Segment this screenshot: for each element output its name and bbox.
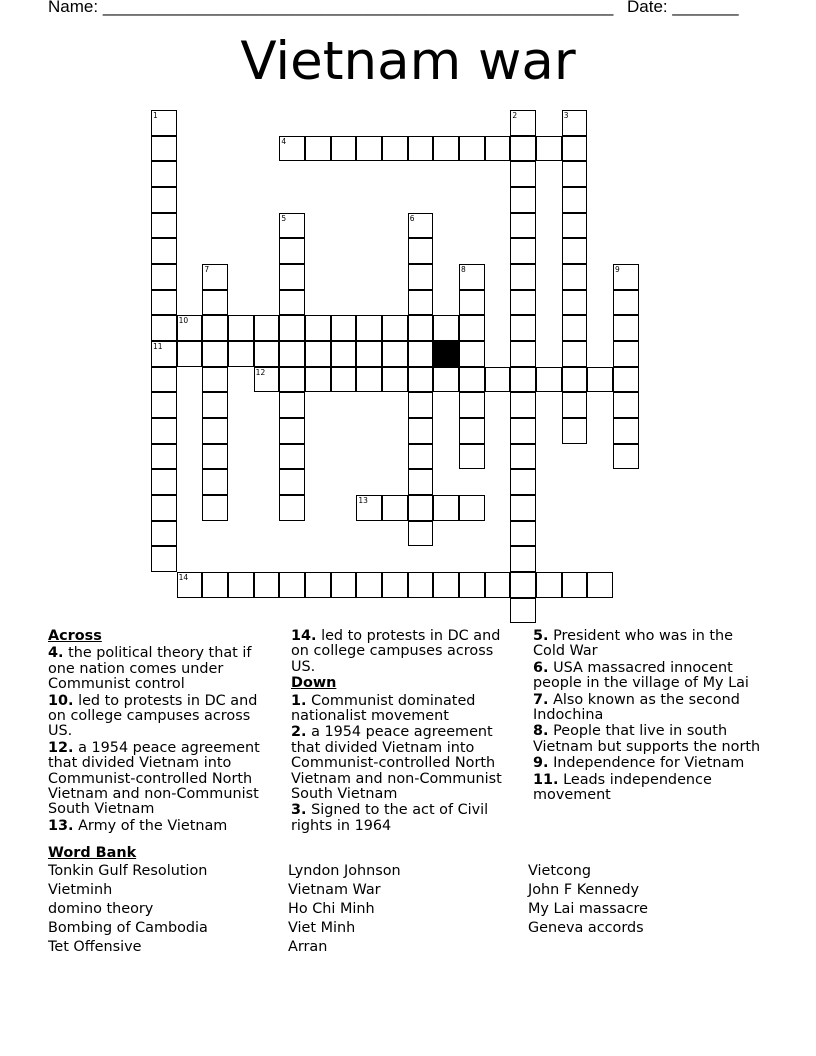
clue-text: USA massacred innocent people in the village of My Lai <box>533 659 749 692</box>
grid-cell[interactable] <box>151 546 177 572</box>
grid-cell[interactable] <box>510 418 536 444</box>
grid-cell[interactable] <box>613 418 639 444</box>
grid-cell[interactable] <box>408 367 434 393</box>
grid-cell[interactable] <box>305 315 331 341</box>
grid-cell[interactable] <box>151 418 177 444</box>
grid-cell[interactable] <box>202 367 228 393</box>
clue-number: 13. <box>48 817 74 834</box>
grid-cell[interactable] <box>433 572 459 598</box>
word-bank-item: Tonkin Gulf Resolution <box>48 863 208 879</box>
grid-cell[interactable] <box>228 572 254 598</box>
grid-cell[interactable] <box>151 392 177 418</box>
clue-text: the political theory that if one nation comes under Communist control <box>48 645 252 693</box>
grid-cell[interactable] <box>382 367 408 393</box>
grid-cell[interactable] <box>151 315 177 341</box>
grid-cell[interactable] <box>305 136 331 162</box>
across-heading: Across <box>48 628 102 644</box>
grid-cell[interactable] <box>433 495 459 521</box>
grid-cell[interactable] <box>613 315 639 341</box>
cell-number: 7 <box>204 265 210 275</box>
cell-number: 14 <box>178 573 189 583</box>
grid-cell[interactable] <box>202 290 228 316</box>
grid-cell[interactable] <box>587 367 613 393</box>
clue-number: 7. <box>533 691 549 708</box>
grid-cell[interactable] <box>510 572 536 598</box>
grid-cell[interactable] <box>613 341 639 367</box>
grid-cell[interactable] <box>536 572 562 598</box>
grid-cell[interactable] <box>202 418 228 444</box>
grid-cell[interactable] <box>279 444 305 470</box>
grid-cell[interactable] <box>202 444 228 470</box>
grid-cell[interactable] <box>510 367 536 393</box>
grid-cell[interactable] <box>151 495 177 521</box>
cell-number: 1 <box>153 111 158 120</box>
down-heading: Down <box>291 675 337 692</box>
grid-cell[interactable] <box>408 290 434 316</box>
clue <box>533 661 768 692</box>
clues-column-1 <box>48 629 276 835</box>
clue-number: 12. <box>48 739 74 756</box>
grid-cell[interactable] <box>305 367 331 393</box>
clue-number: 5. <box>533 628 549 644</box>
grid-cell[interactable] <box>510 136 536 162</box>
grid-cell[interactable] <box>459 367 485 393</box>
grid-cell[interactable] <box>613 444 639 470</box>
grid-cell[interactable] <box>356 367 382 393</box>
clue <box>533 773 768 804</box>
grid-cell[interactable] <box>408 572 434 598</box>
grid-cell[interactable] <box>382 495 408 521</box>
across-clue-list <box>48 646 276 834</box>
clue-number: 11. <box>533 771 559 788</box>
grid-cell[interactable] <box>510 290 536 316</box>
clue-text: led to protests in DC and on college campuses across US. <box>291 628 501 675</box>
clue-text: Communist dominated nationalist movement <box>291 692 476 725</box>
clue-number: 6. <box>533 659 549 676</box>
down-clue-list-continued <box>533 629 768 803</box>
grid-cell[interactable] <box>408 521 434 547</box>
clue-text: led to protests in DC and on college campuses across US. <box>48 692 258 740</box>
grid-cell[interactable] <box>151 264 177 290</box>
grid-cell[interactable] <box>331 315 357 341</box>
grid-cell[interactable] <box>151 521 177 547</box>
grid-cell[interactable] <box>536 367 562 393</box>
grid-cell[interactable] <box>279 469 305 495</box>
grid-cell[interactable] <box>485 367 511 393</box>
grid-cell[interactable] <box>151 136 177 162</box>
grid-cell[interactable] <box>562 187 588 213</box>
word-bank-item: Vietcong <box>528 863 591 879</box>
cell-number: 3 <box>563 111 569 120</box>
word-bank-item: Vietnam War <box>288 882 381 898</box>
grid-cell[interactable] <box>408 469 434 495</box>
word-bank-item: Tet Offensive <box>48 939 142 955</box>
grid-cell[interactable] <box>331 136 357 162</box>
name-field <box>48 0 613 17</box>
grid-cell[interactable] <box>562 392 588 418</box>
grid-cell[interactable] <box>562 341 588 367</box>
cell-number: 5 <box>281 213 287 223</box>
word-bank-item: My Lai massacre <box>528 901 648 917</box>
clue <box>291 725 521 802</box>
grid-cell[interactable] <box>562 264 588 290</box>
grid-cell[interactable] <box>279 264 305 290</box>
grid-cell[interactable] <box>510 495 536 521</box>
grid-cell[interactable] <box>408 315 434 341</box>
clue-text: Army of the Vietnam <box>78 817 228 834</box>
grid-cell[interactable] <box>202 572 228 598</box>
grid-cell[interactable] <box>408 341 434 367</box>
clue <box>291 803 521 834</box>
clues-column-2 <box>291 629 521 835</box>
clue-text: Signed to the act of Civil rights in 1964 <box>291 802 489 834</box>
grid-cell[interactable] <box>562 161 588 187</box>
grid-cell[interactable] <box>228 315 254 341</box>
clue <box>533 629 768 660</box>
grid-cell[interactable] <box>151 290 177 316</box>
grid-cell[interactable] <box>459 341 485 367</box>
grid-cell[interactable] <box>459 418 485 444</box>
grid-cell[interactable] <box>613 392 639 418</box>
grid-cell[interactable] <box>279 572 305 598</box>
word-bank-title: Word Bank <box>48 845 137 861</box>
grid-cell[interactable] <box>382 136 408 162</box>
clue <box>533 724 768 755</box>
grid-cell[interactable] <box>459 136 485 162</box>
clue-number: 2. <box>291 724 307 741</box>
word-bank-item: Ho Chi Minh <box>288 901 375 917</box>
grid-cell[interactable] <box>510 598 536 624</box>
cell-number: 8 <box>461 265 466 275</box>
grid-cell[interactable] <box>151 213 177 239</box>
grid-cell[interactable] <box>459 392 485 418</box>
word-bank-item: Geneva accords <box>528 920 644 936</box>
name-line: ______________________________________________________ <box>102 0 614 16</box>
grid-cell[interactable] <box>562 290 588 316</box>
name-label: Name: <box>48 0 99 16</box>
word-bank-item: Arran <box>288 939 328 955</box>
word-bank-item: domino theory <box>48 901 154 917</box>
grid-cell[interactable] <box>459 315 485 341</box>
blocked-cell <box>433 341 459 367</box>
word-bank-item: John F Kennedy <box>528 882 640 898</box>
grid-cell[interactable] <box>510 546 536 572</box>
cell-number: 6 <box>409 213 415 223</box>
grid-cell[interactable] <box>485 136 511 162</box>
grid-cell[interactable] <box>408 392 434 418</box>
grid-cell[interactable] <box>510 161 536 187</box>
down-clue-list <box>291 694 521 835</box>
clue <box>533 693 768 724</box>
grid-cell[interactable] <box>356 315 382 341</box>
grid-cell[interactable] <box>433 367 459 393</box>
grid-cell[interactable] <box>510 213 536 239</box>
grid-cell[interactable] <box>408 444 434 470</box>
grid-cell[interactable] <box>279 495 305 521</box>
grid-cell[interactable] <box>613 367 639 393</box>
grid-cell[interactable] <box>562 418 588 444</box>
grid-cell[interactable] <box>177 341 203 367</box>
grid-cell[interactable] <box>433 136 459 162</box>
grid-cell[interactable] <box>510 238 536 264</box>
clue <box>48 741 276 818</box>
clue <box>533 756 768 771</box>
grid-cell[interactable] <box>279 290 305 316</box>
grid-cell[interactable] <box>305 572 331 598</box>
grid-cell[interactable] <box>202 392 228 418</box>
word-bank-item: Lyndon Johnson <box>288 863 401 879</box>
grid-cell[interactable] <box>151 238 177 264</box>
clue-number: 9. <box>533 755 549 772</box>
grid-cell[interactable] <box>151 367 177 393</box>
grid-cell[interactable] <box>562 367 588 393</box>
grid-cell[interactable] <box>408 418 434 444</box>
grid-cell[interactable] <box>254 341 280 367</box>
grid-cell[interactable] <box>279 238 305 264</box>
grid-cell[interactable] <box>408 495 434 521</box>
cell-number: 2 <box>512 111 518 120</box>
clue <box>291 694 521 725</box>
date-label: Date: <box>627 0 668 16</box>
clue-text: a 1954 peace agreement that divided Vietnam into Communist-controlled North Vietnam and non-Communist South Vietnam <box>291 724 502 803</box>
grid-cell[interactable] <box>331 367 357 393</box>
grid-cell[interactable] <box>202 315 228 341</box>
cell-number: 12 <box>255 367 266 377</box>
clue-text: Independence for Vietnam <box>553 755 745 772</box>
grid-cell[interactable] <box>433 315 459 341</box>
grid-cell[interactable] <box>279 341 305 367</box>
page-title: Vietnam war <box>240 31 576 92</box>
grid-cell[interactable] <box>279 418 305 444</box>
grid-cell[interactable] <box>279 315 305 341</box>
grid-cell[interactable] <box>408 238 434 264</box>
grid-cell[interactable] <box>459 444 485 470</box>
grid-cell[interactable] <box>562 238 588 264</box>
clue <box>48 819 276 834</box>
cell-number: 10 <box>178 316 189 326</box>
grid-cell[interactable] <box>485 572 511 598</box>
clue <box>48 646 276 692</box>
grid-cell[interactable] <box>562 213 588 239</box>
clue-number: 8. <box>533 723 549 740</box>
grid-cell[interactable] <box>331 341 357 367</box>
cell-number: 11 <box>153 342 163 352</box>
grid-cell[interactable] <box>356 572 382 598</box>
clue-text: President who was in the Cold War <box>533 628 734 660</box>
grid-cell[interactable] <box>510 392 536 418</box>
grid-cell[interactable] <box>305 341 331 367</box>
grid-cell[interactable] <box>459 290 485 316</box>
grid-cell[interactable] <box>279 392 305 418</box>
grid-cell[interactable] <box>331 572 357 598</box>
grid-cell[interactable] <box>613 290 639 316</box>
grid-cell[interactable] <box>356 136 382 162</box>
clue-number: 3. <box>291 802 307 819</box>
grid-cell[interactable] <box>279 367 305 393</box>
grid-cell[interactable] <box>382 572 408 598</box>
clue-text: Also known as the second Indochina <box>533 691 740 724</box>
grid-cell[interactable] <box>408 136 434 162</box>
clue-number: 14. <box>291 628 317 644</box>
clue <box>48 694 276 740</box>
cell-number: 13 <box>358 496 368 506</box>
grid-cell[interactable] <box>536 136 562 162</box>
grid-cell[interactable] <box>202 495 228 521</box>
cell-number: 9 <box>615 265 620 275</box>
grid-cell[interactable] <box>459 572 485 598</box>
clue-text: Leads independence movement <box>533 771 712 804</box>
grid-cell[interactable] <box>510 315 536 341</box>
grid-cell[interactable] <box>202 469 228 495</box>
date-line: _______ <box>672 0 739 16</box>
grid-cell[interactable] <box>562 572 588 598</box>
grid-cell[interactable] <box>151 161 177 187</box>
clue-number: 10. <box>48 692 74 709</box>
grid-cell[interactable] <box>151 187 177 213</box>
date-field <box>627 0 739 17</box>
grid-cell[interactable] <box>151 444 177 470</box>
cell-number: 4 <box>281 136 287 146</box>
grid-cell[interactable] <box>510 469 536 495</box>
grid-cell[interactable] <box>254 315 280 341</box>
grid-cell[interactable] <box>151 469 177 495</box>
word-bank-item: Bombing of Cambodia <box>48 920 208 936</box>
clue-number: 1. <box>291 692 307 709</box>
grid-cell[interactable] <box>382 341 408 367</box>
grid-cell[interactable] <box>382 315 408 341</box>
grid-cell[interactable] <box>587 572 613 598</box>
grid-cell[interactable] <box>510 444 536 470</box>
grid-cell[interactable] <box>228 341 254 367</box>
grid-cell[interactable] <box>562 315 588 341</box>
grid-cell[interactable] <box>408 264 434 290</box>
grid-cell[interactable] <box>510 341 536 367</box>
grid-cell[interactable] <box>254 572 280 598</box>
grid-cell[interactable] <box>510 264 536 290</box>
clue-text: People that live in south Vietnam but supports the north <box>533 723 761 755</box>
grid-cell[interactable] <box>459 495 485 521</box>
clue-14-across <box>291 629 521 675</box>
word-bank-item: Viet Minh <box>288 920 356 936</box>
word-bank-item: Vietminh <box>48 882 113 898</box>
grid-cell[interactable] <box>562 136 588 162</box>
clue-text: a 1954 peace agreement that divided Vietnam into Communist-controlled North Vietnam and non-Communist South Vietnam <box>48 739 260 818</box>
clues-column-3 <box>533 629 768 804</box>
grid-cell[interactable] <box>510 521 536 547</box>
grid-cell[interactable] <box>202 341 228 367</box>
grid-cell[interactable] <box>356 341 382 367</box>
clue-number: 4. <box>48 645 64 662</box>
grid-cell[interactable] <box>510 187 536 213</box>
